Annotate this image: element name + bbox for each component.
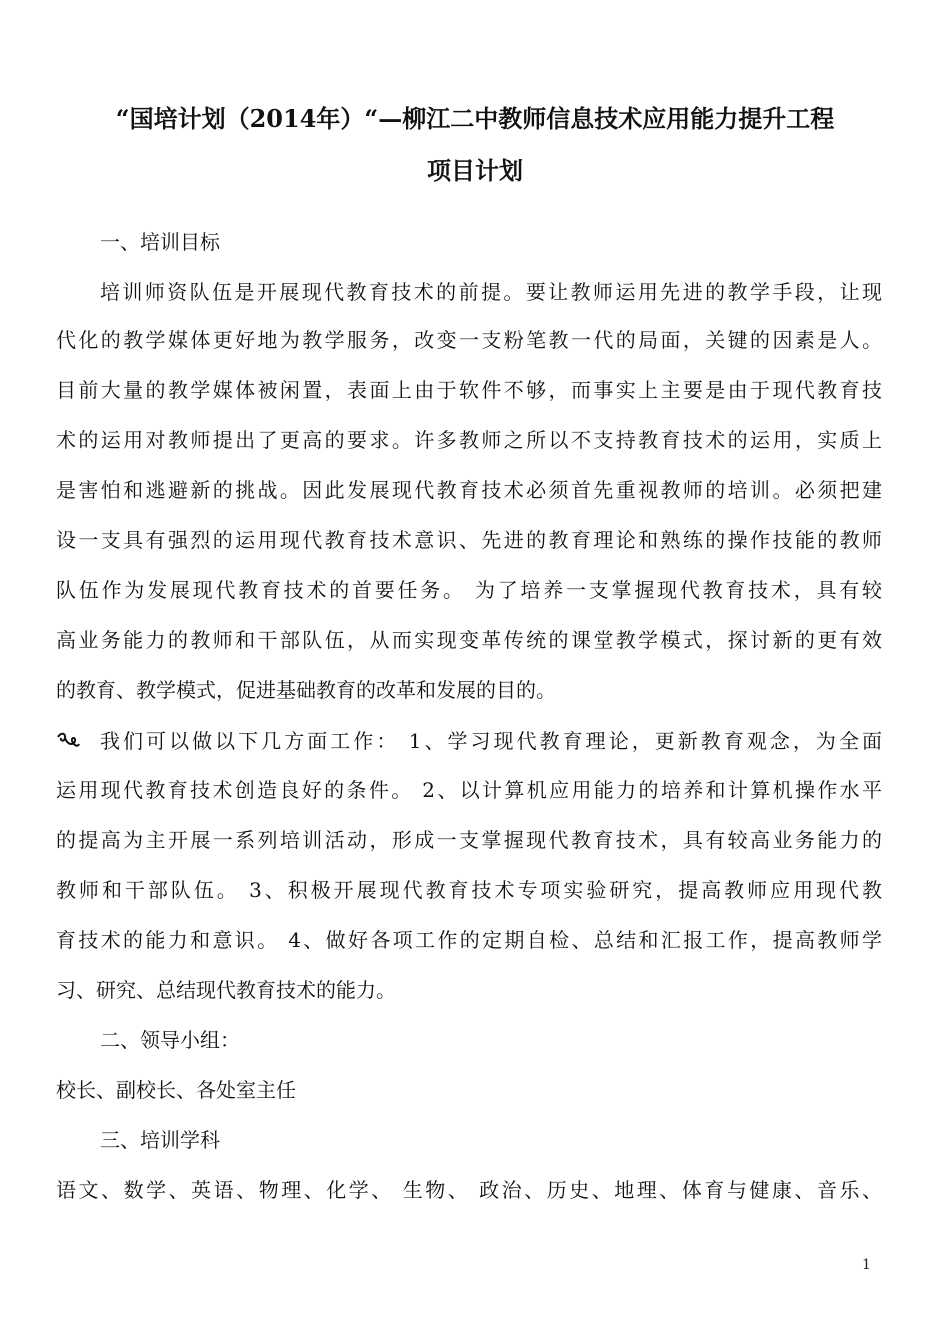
- section-1-line-2: 代化的教学媒体更好地为教学服务，改变一支粉笔教一代的局面，关键的因素是人。: [56, 328, 882, 352]
- section-2-body: 校长、副校长、各处室主任: [56, 1078, 296, 1102]
- section-1-line-9: 的教育、教学模式，促进基础教育的改革和发展的目的。: [56, 678, 556, 702]
- work-line-5: 习、研究、总结现代教育技术的能力。: [56, 978, 396, 1002]
- work-line-1: 运用现代教育技术创造良好的条件。 2、以计算机应用能力的培养和计算机操作水平: [56, 778, 882, 802]
- work-line-3: 教师和干部队伍。 3、积极开展现代教育技术专项实验研究，提高教师应用现代教: [56, 878, 882, 902]
- section-1-line-1: 培训师资队伍是开展现代教育技术的前提。要让教师运用先进的教学手段，让现: [100, 280, 882, 304]
- section-1-line-8: 高业务能力的教师和干部队伍，从而实现变革传统的课堂教学模式，探讨新的更有效: [56, 628, 882, 652]
- work-bullet-line: [56, 728, 882, 754]
- document-title-line-2: 项目计划: [427, 156, 523, 185]
- section-1-line-7: 队伍作为发展现代教育技术的首要任务。 为了培养一支掌握现代教育技术，具有较: [56, 578, 882, 602]
- section-1-line-5: 是害怕和逃避新的挑战。因此发展现代教育技术必须首先重视教师的培训。必须把建: [56, 478, 882, 502]
- section-1-line-4: 术的运用对教师提出了更高的要求。许多教师之所以不支持教育技术的运用，实质上: [56, 428, 882, 452]
- page-number: 1: [862, 1257, 871, 1273]
- document-title-line-1: “国培计划（2014年）“—柳江二中教师信息技术应用能力提升工程: [115, 104, 835, 133]
- work-bullet-text: 我们可以做以下几方面工作： 1、学习现代教育理论，更新教育观念，为全面: [100, 729, 882, 753]
- section-3-heading: 三、培训学科: [100, 1128, 220, 1152]
- work-line-4: 育技术的能力和意识。 4、做好各项工作的定期自检、总结和汇报工作，提高教师学: [56, 928, 882, 952]
- section-1-line-3: 目前大量的教学媒体被闲置，表面上由于软件不够，而事实上主要是由于现代教育技: [56, 378, 882, 402]
- scroll-swirl-icon: [56, 731, 80, 751]
- work-line-2: 的提高为主开展一系列培训活动，形成一支掌握现代教育技术，具有较高业务能力的: [56, 828, 882, 852]
- section-3-body: 语文、数学、英语、物理、化学、 生物、 政治、历史、地理、体育与健康、音乐、: [56, 1178, 882, 1202]
- section-1-heading: 一、培训目标: [100, 230, 220, 254]
- section-1-line-6: 设一支具有强烈的运用现代教育技术意识、先进的教育理论和熟练的操作技能的教师: [56, 528, 882, 552]
- section-2-heading: 二、领导小组：: [100, 1028, 240, 1052]
